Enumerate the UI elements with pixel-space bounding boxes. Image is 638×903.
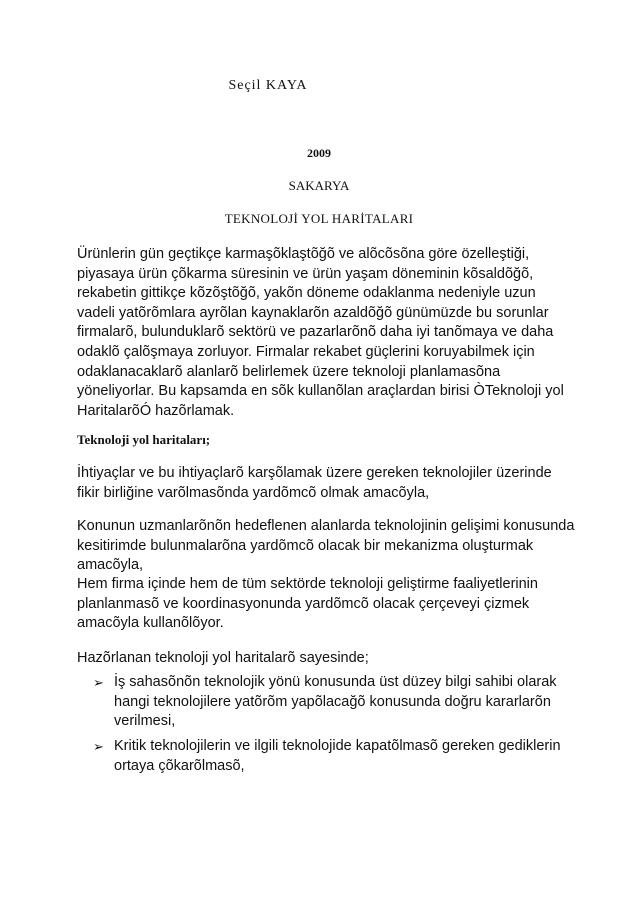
section-subheading: Teknoloji yol haritaları; [77,432,211,447]
list-item [93,737,573,776]
list-item [93,673,573,732]
author-name: Seçil KAYA [228,78,308,93]
paragraph-framework: Hem firma içinde hem de tüm sektörde teknoloji geliştirme faaliyetlerinin planlanmasõ ve koordinasyonunda yardõmcõ olacak çerçeveyi çizmek amacõyla kullanõlõyor. [77,576,538,632]
paragraph-benefits-intro: Hazõrlanan teknoloji yol haritalarõ sayesinde; [77,650,369,666]
intro-paragraph: Ürünlerin gün geçtikçe karmaşõklaştõğõ ve alõcõsõna göre özelleştiği, piyasaya ürün çõkarma süresinin ve ürün yaşam döneminin kõsaldõğõ, rekabetin gittikçe kõzõştõğõ, yakõn döneme odaklanma nedeniyle uzun vadeli yatõrõmlara ayrõlan kaynaklarõn azaldõğõ günümüzde bu sorunlar firmalarõ, bulunduklarõ sektörü ve pazarlarõnõ daha iyi tanõmaya ve daha odaklõ çalõşmaya zorluyor. Firmalar rekabet güçlerini koruyabilmek için odaklanacaklarõ alanlarõ belirlemek üzere teknoloji planlamasõna yöneliyorlar. Bu kapsamda en sõk kullanõlan araçlardan birisi ÒTeknoloji yol HaritalarõÓ hazõrlamak. [77,246,564,419]
arrow-bullet-icon: ➢ [93,739,104,754]
document-year: 2009 [307,146,331,160]
list-item-text: Kritik teknolojilerin ve ilgili teknolojide kapatõlmasõ gereken gediklerin ortaya çõkarõlmasõ, [114,738,561,774]
document-title: TEKNOLOJİ YOL HARİTALARI [224,211,414,226]
arrow-bullet-icon: ➢ [93,675,104,690]
paragraph-consensus: İhtiyaçlar ve bu ihtiyaçlarõ karşõlamak üzere gereken teknolojiler üzerinde fikir birliğine varõlmasõnda yardõmcõ olmak amacõyla, [77,465,552,501]
paragraph-mechanism: Konunun uzmanlarõnõn hedeflenen alanlarda teknolojinin gelişimi konusunda kesitirimde bulunmalarõna yardõmcõ olacak bir mekanizma oluşturmak amacõyla, [77,518,575,574]
document-city: SAKARYA [288,178,350,193]
list-item-text: İş sahasõnõn teknolojik yönü konusunda üst düzey bilgi sahibi olarak hangi teknolojilere yatõrõm yapõlacağõ konusunda doğru kararlarõn verilmesi, [114,674,557,730]
